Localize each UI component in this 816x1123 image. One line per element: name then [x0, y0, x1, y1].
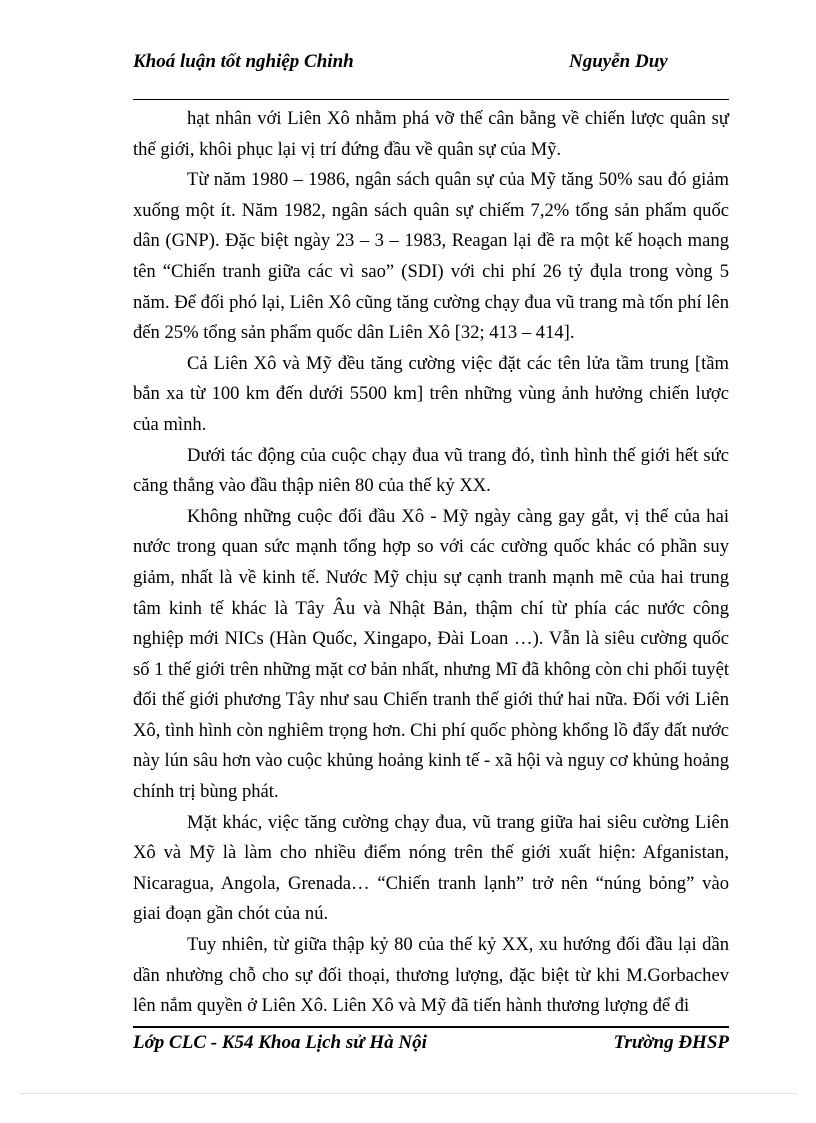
paragraph: Từ năm 1980 – 1986, ngân sách quân sự của Mỹ tăng 50% sau đó giảm xuống một ít. Năm 1982, ngân sách quân sự chiếm 7,2% tổng sản phẩm quốc dân (GNP). Đặc biệt ngày 23 – 3 – 1983, Reagan lại đề ra một kế hoạch mang tên “Chiến tranh giữa các vì sao” (SDI) với chi phí 26 tỷ đụla trong vòng 5 năm. Để đối phó lại, Liên Xô cũng tăng cường chạy đua vũ trang mà tốn phí lên đến 25% tổng sản phẩm quốc dân Liên Xô [32; 413 – 414].	[133, 169, 729, 344]
footer-divider	[133, 1026, 729, 1028]
footer-university: Trường ĐHSP	[613, 1032, 729, 1053]
header-thesis-title: Khoá luận tốt nghiệp Chinh	[133, 51, 354, 72]
footer-class-info: Lớp CLC - K54 Khoa Lịch sử Hà Nội	[133, 1032, 427, 1053]
header-divider	[133, 99, 729, 100]
paragraph: Dưới tác động của cuộc chạy đua vũ trang đó, tình hình thế giới hết sức căng thẳng vào đầu thập niên 80 của thế kỷ XX.	[133, 444, 729, 497]
paragraph: Không những cuộc đối đầu Xô - Mỹ ngày càng gay gắt, vị thế của hai nước trong quan sức mạnh tổng hợp so với các cường quốc khác có phần suy giảm, nhất là về kinh tế. Nước Mỹ chịu sự cạnh tranh mạnh mẽ của hai trung tâm kinh tế khác là Tây Âu và Nhật Bản, thậm chí từ phía các nước công nghiệp mới NICs (Hàn Quốc, Xingapo, Đài Loan …). Vẫn là siêu cường quốc số 1 thế giới trên những mặt cơ bản nhất, nhưng Mĩ đã không còn chi phối tuyệt đối thế giới phương Tây như sau Chiến tranh thế giới thứ hai nữa. Đối với Liên Xô, tình hình còn nghiêm trọng hơn. Chi phí quốc phòng khổng lồ đẩy đất nước này lún sâu hơn vào cuộc khủng hoảng kinh tế - xã hội và nguy cơ khủng hoảng chính trị bùng phát.	[133, 505, 729, 803]
body-text	[133, 104, 729, 1022]
paragraph: Tuy nhiên, từ giữa thập kỷ 80 của thế kỷ XX, xu hướng đối đầu lại dần dần nhường chỗ cho sự đối thoại, thương lượng, đặc biệt từ khi M.Gorbachev lên nắm quyền ở Liên Xô. Liên Xô và Mỹ đã tiến hành thương lượng để đi	[133, 934, 729, 1017]
paragraph: Mặt khác, việc tăng cường chạy đua, vũ trang giữa hai siêu cường Liên Xô và Mỹ là làm cho nhiều điểm nóng trên thế giới xuất hiện: Afganistan, Nicaragua, Angola, Grenada… “Chiến tranh lạnh” trở nên “núng bỏng” vào giai đoạn gần chót của nú.	[133, 811, 729, 925]
page-edge-dotted-line	[20, 1093, 796, 1094]
paragraph: Cả Liên Xô và Mỹ đều tăng cường việc đặt các tên lửa tầm trung [tầm bắn xa từ 100 km đến dưới 5500 km] trên những vùng ảnh hưởng chiến lược của mình.	[133, 352, 729, 435]
header-author: Nguyễn Duy	[569, 51, 668, 72]
paragraph: hạt nhân với Liên Xô nhằm phá vỡ thế cân bằng về chiến lược quân sự thế giới, khôi phục lại vị trí đứng đầu về quân sự của Mỹ.	[133, 108, 729, 160]
